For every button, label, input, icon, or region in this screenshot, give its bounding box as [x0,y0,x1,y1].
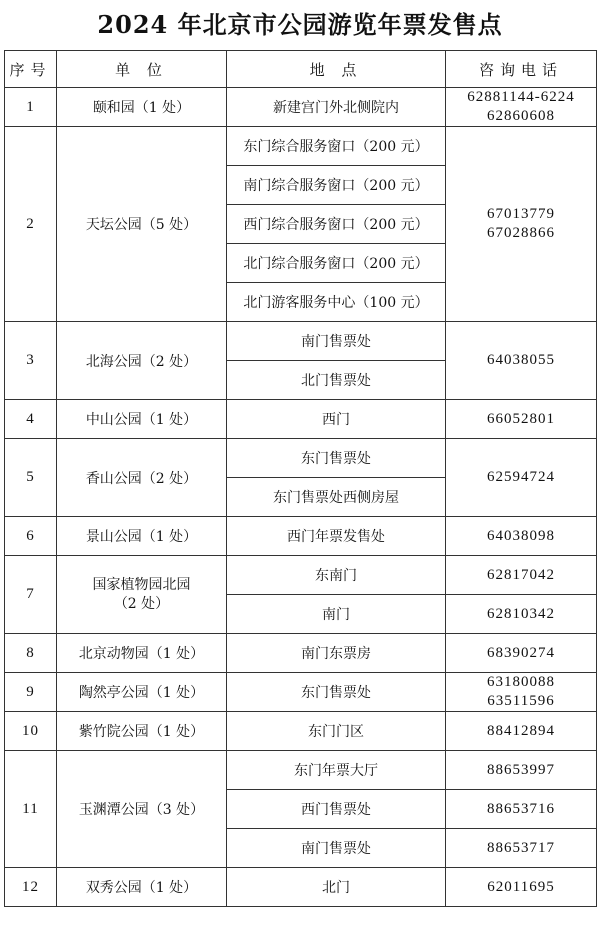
table-row [5,751,597,790]
row-phone: 64038098 [446,517,597,556]
row-unit: 中山公园（1 处） [57,400,227,439]
row-unit: 陶然亭公园（1 处） [57,673,227,712]
row-unit: 紫竹院公园（1 处） [57,712,227,751]
header-phone: 咨询电话 [446,51,597,88]
row-location: 东门综合服务窗口（200 元） [227,127,446,166]
row-location: 南门售票处 [227,322,446,361]
row-unit [57,556,227,634]
row-location: 北门综合服务窗口（200 元） [227,244,446,283]
row-index: 8 [5,634,57,673]
row-location: 北门 [227,868,446,907]
table-row [5,88,597,127]
phone-number: 62881144-6224 [467,89,575,105]
row-index: 2 [5,127,57,322]
row-phone: 88653716 [446,790,597,829]
header-index: 序号 [5,51,57,88]
table-row [5,868,597,907]
row-location: 西门综合服务窗口（200 元） [227,205,446,244]
row-index: 4 [5,400,57,439]
phone-number: 63511596 [487,693,555,709]
table-row [5,439,597,478]
row-phone: 62810342 [446,595,597,634]
table-row [5,517,597,556]
row-location: 东门年票大厅 [227,751,446,790]
table-row [5,400,597,439]
table-row [5,634,597,673]
row-phone [446,673,597,712]
row-index: 5 [5,439,57,517]
table-header-row [5,51,597,88]
row-unit: 北京动物园（1 处） [57,634,227,673]
row-index: 6 [5,517,57,556]
header-unit: 单 位 [57,51,227,88]
row-unit: 双秀公园（1 处） [57,868,227,907]
row-phone: 62594724 [446,439,597,517]
row-phone: 88653717 [446,829,597,868]
row-index: 10 [5,712,57,751]
row-location: 北门售票处 [227,361,446,400]
row-phone: 66052801 [446,400,597,439]
row-phone: 88412894 [446,712,597,751]
row-phone: 62011695 [446,868,597,907]
table-row [5,712,597,751]
table-row [5,322,597,361]
row-unit: 天坛公园（5 处） [57,127,227,322]
row-location: 西门 [227,400,446,439]
row-phone [446,88,597,127]
phone-number: 63180088 [487,674,555,690]
row-location: 西门年票发售处 [227,517,446,556]
row-location: 东南门 [227,556,446,595]
row-index: 3 [5,322,57,400]
page-title: 2024 年北京市公园游览年票发售点 [97,10,503,39]
row-index: 11 [5,751,57,868]
row-index: 1 [5,88,57,127]
row-location: 南门 [227,595,446,634]
row-location: 南门综合服务窗口（200 元） [227,166,446,205]
header-location: 地 点 [227,51,446,88]
row-unit: 香山公园（2 处） [57,439,227,517]
table-row [5,673,597,712]
row-phone: 62817042 [446,556,597,595]
phone-number: 67028866 [487,225,555,241]
row-location: 南门售票处 [227,829,446,868]
row-phone: 64038055 [446,322,597,400]
row-index: 9 [5,673,57,712]
unit-line: 国家植物园北园 [92,576,191,593]
table-row [5,556,597,595]
row-location: 东门售票处 [227,673,446,712]
row-unit: 景山公园（1 处） [57,517,227,556]
row-location: 东门售票处 [227,439,446,478]
row-location: 东门售票处西侧房屋 [227,478,446,517]
row-phone [446,127,597,322]
row-index: 12 [5,868,57,907]
phone-number: 67013779 [487,206,555,222]
row-phone: 88653997 [446,751,597,790]
row-location: 北门游客服务中心（100 元） [227,283,446,322]
row-location: 东门门区 [227,712,446,751]
row-index: 7 [5,556,57,634]
row-location: 南门东票房 [227,634,446,673]
row-location: 西门售票处 [227,790,446,829]
unit-line: （2 处） [113,595,170,612]
table-row [5,127,597,166]
row-unit: 玉渊潭公园（3 处） [57,751,227,868]
row-location: 新建宫门外北侧院内 [227,88,446,127]
row-unit: 颐和园（1 处） [57,88,227,127]
row-unit: 北海公园（2 处） [57,322,227,400]
ticket-outlets-table [4,50,597,907]
phone-number: 62860608 [487,108,555,124]
row-phone: 68390274 [446,634,597,673]
